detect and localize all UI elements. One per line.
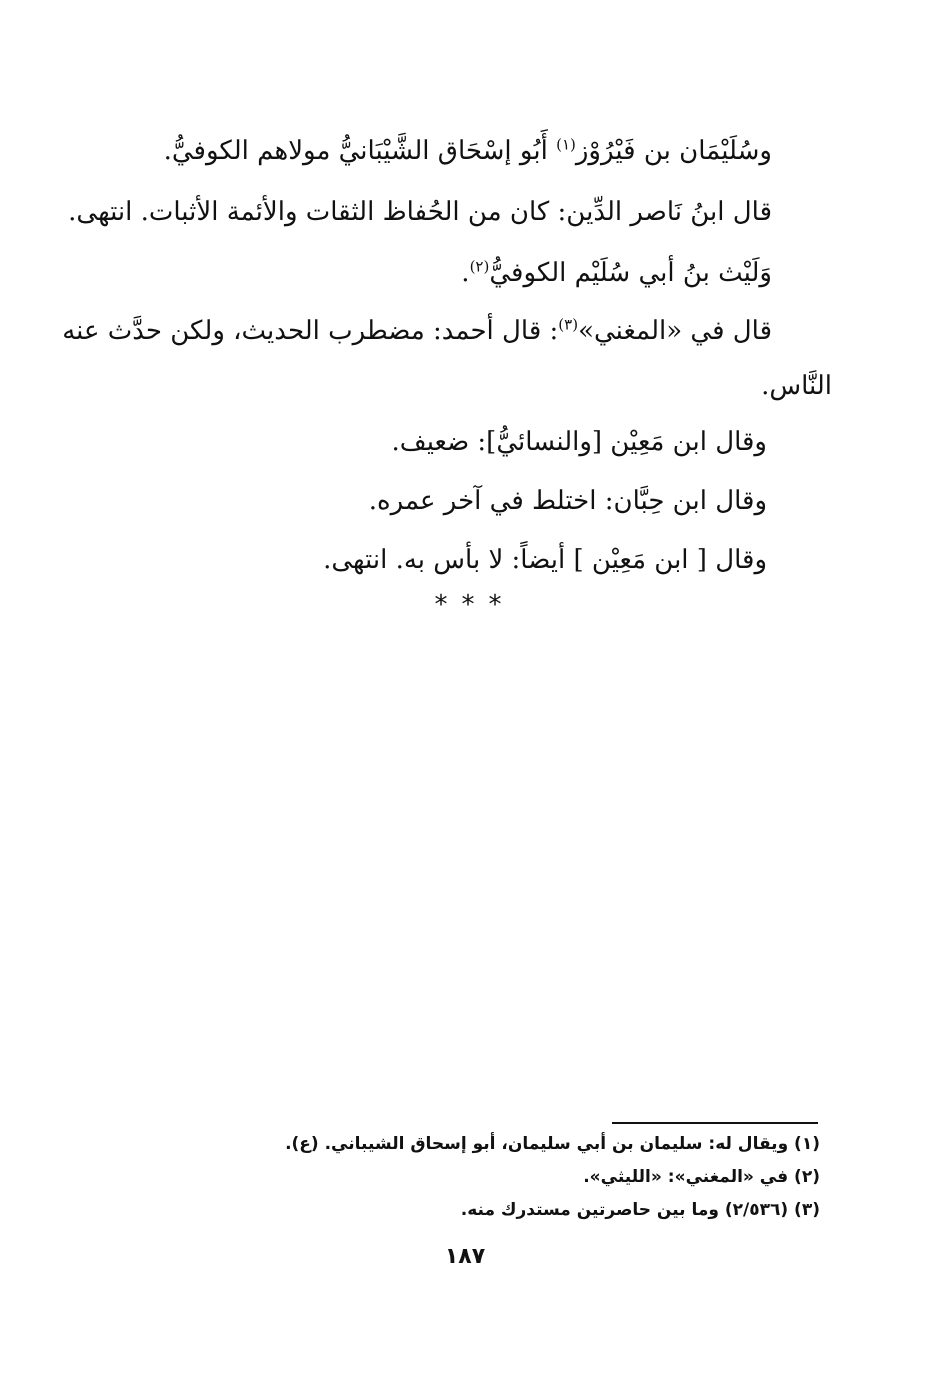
line-3-part-b: . bbox=[461, 258, 470, 288]
line-3-part-a: وَلَيْث بنُ أبي سُلَيْم الكوفيُّ bbox=[489, 258, 772, 288]
section-separator: *** bbox=[434, 590, 516, 620]
footnote-marker-3: (٣) bbox=[558, 315, 579, 334]
text-line-3 bbox=[461, 253, 772, 293]
text-line-4 bbox=[62, 311, 772, 351]
line-1-part-a: وسُلَيْمَان بن فَيْرُوْز bbox=[575, 136, 772, 166]
page-number: ١٨٧ bbox=[444, 1244, 486, 1269]
footnote-2: (٢) في «المغني»: «الليثي». bbox=[583, 1167, 820, 1187]
footnote-1: (١) ويقال له: سليمان بن أبي سليمان، أبو إسحاق الشيباني. (ع). bbox=[285, 1134, 820, 1154]
text-line-1 bbox=[164, 131, 772, 171]
footnote-3: (٣) (٢/٥٣٦) وما بين حاصرتين مستدرك منه. bbox=[460, 1200, 820, 1220]
line-4-part-a: قال في «المغني» bbox=[578, 316, 772, 346]
text-line-8: وقال [ ابن مَعِيْن ] أيضاً: لا بأس به. انتهى. bbox=[323, 545, 767, 575]
footnote-divider bbox=[612, 1122, 818, 1124]
text-line-2: قال ابنُ نَاصر الدِّين: كان من الحُفاظ الثقات والأئمة الأثبات. انتهى. bbox=[68, 197, 772, 227]
text-line-7: وقال ابن حِبَّان: اختلط في آخر عمره. bbox=[368, 486, 767, 516]
footnote-marker-2: (٢) bbox=[469, 257, 490, 276]
line-4-part-b: : قال أحمد: مضطرب الحديث، ولكن حدَّث عنه bbox=[62, 316, 559, 346]
line-1-part-b: أَبُو إسْحَاق الشَّيْبَانيُّ مولاهم الكوفيُّ. bbox=[163, 136, 557, 166]
text-line-5: النَّاس. bbox=[761, 371, 832, 401]
footnote-marker-1: (١) bbox=[556, 135, 576, 154]
text-line-6: وقال ابن مَعِيْن [والنسائيُّ]: ضعيف. bbox=[391, 427, 767, 457]
